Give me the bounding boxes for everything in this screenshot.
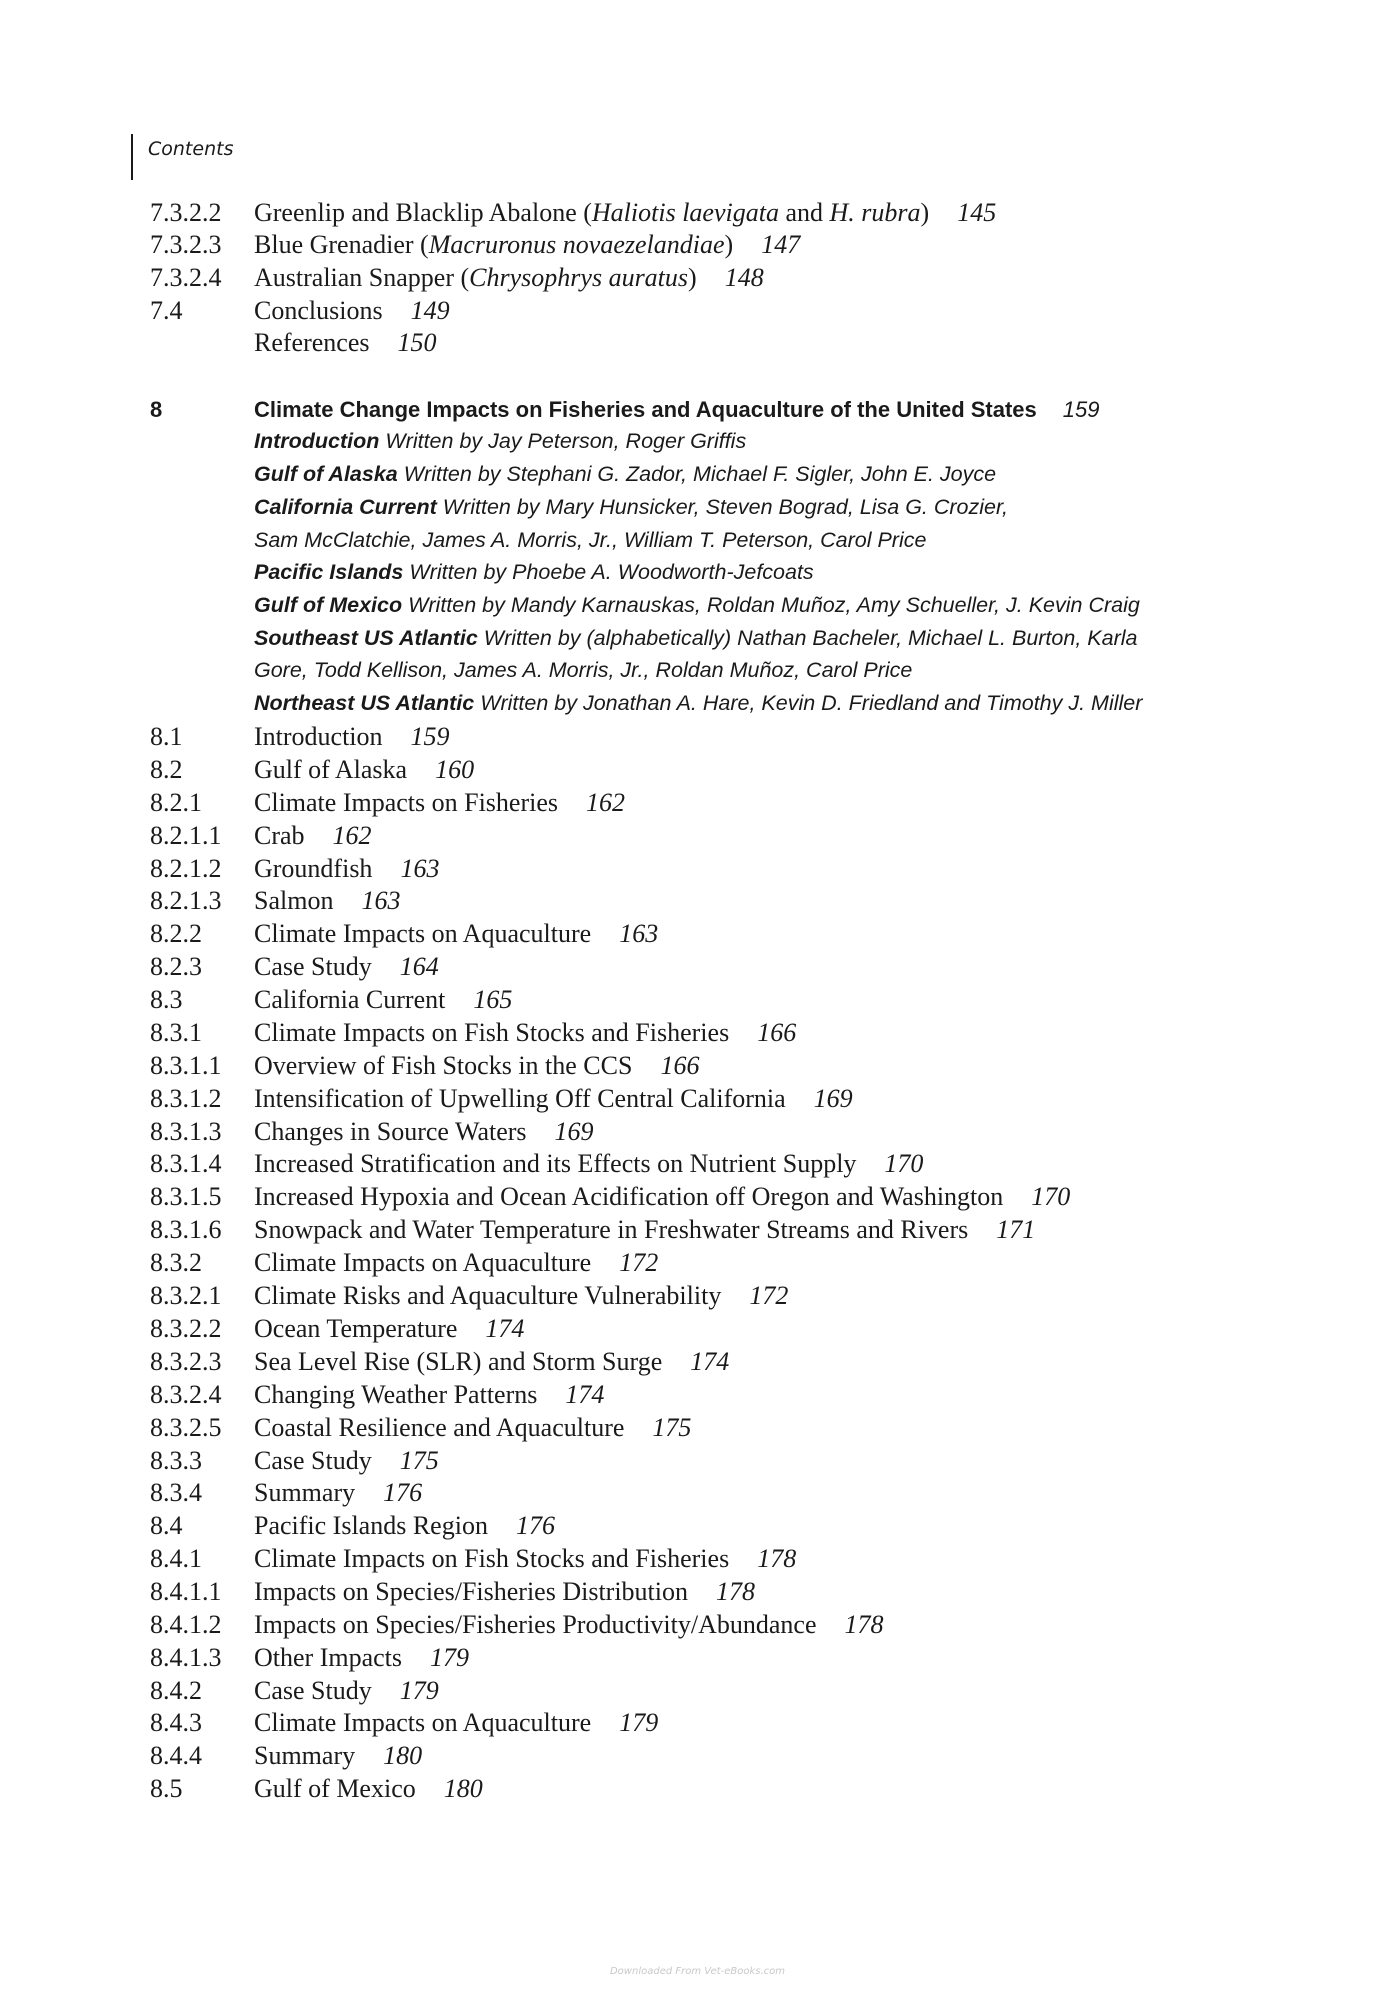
entry-text (254, 1706, 658, 1739)
species-name: H. rubra (829, 198, 921, 227)
toc-entry (0, 1444, 1395, 1477)
title-text: Overview of Fish Stocks in the CCS (254, 1051, 633, 1080)
toc-entry (0, 1706, 1395, 1739)
entry-text (254, 1180, 1070, 1213)
title-text: Conclusions (254, 296, 383, 325)
title-text: Sea Level Rise (SLR) and Storm Surge (254, 1347, 663, 1376)
region-name: Pacific Islands (254, 560, 404, 584)
region-name: Southeast US Atlantic (254, 626, 478, 650)
section-number: 8.3.3 (150, 1446, 202, 1475)
section-number: 8.3.1.5 (150, 1182, 222, 1211)
credit-text: Written by Mary Hunsicker, Steven Bograd, Lisa G. Crozier, (442, 495, 1008, 519)
toc-entry (0, 1147, 1395, 1180)
page-ref: 175 (652, 1413, 692, 1442)
entry-text (254, 753, 474, 786)
entry-text (254, 1411, 691, 1444)
credit-text: Written by Stephani G. Zador, Michael F. Sigler, John E. Joyce (403, 462, 997, 486)
section-number: 8.4.1.3 (150, 1643, 222, 1672)
region-name: California Current (254, 495, 437, 519)
title-text: Case Study (254, 1676, 372, 1705)
page-ref: 148 (724, 263, 764, 292)
entry-text (254, 1115, 594, 1148)
entry-text (254, 1345, 729, 1378)
page-ref: 171 (996, 1215, 1036, 1244)
page-ref: 159 (410, 722, 450, 751)
title-text: Climate Impacts on Aquaculture (254, 1248, 592, 1277)
section-number: 8.3.1.6 (150, 1215, 222, 1244)
section-number: 8.2.3 (150, 952, 202, 981)
toc-entry (0, 294, 1395, 327)
page-ref: 179 (430, 1643, 470, 1672)
toc-entry (0, 983, 1395, 1016)
entry-text (254, 393, 1100, 426)
author-credit-line (0, 524, 1395, 557)
toc-entry (0, 261, 1395, 294)
title-text: Climate Risks and Aquaculture Vulnerability (254, 1281, 722, 1310)
toc-entry (0, 1213, 1395, 1246)
title-text: Salmon (254, 886, 334, 915)
toc-entry (0, 1279, 1395, 1312)
title-text: Australian Snapper ( (254, 263, 470, 292)
page-ref: 172 (619, 1248, 659, 1277)
section-number: 7.3.2.3 (150, 230, 222, 259)
page-ref: 178 (716, 1577, 756, 1606)
author-credit-line (0, 458, 1395, 491)
species-name: Haliotis laevigata (591, 198, 779, 227)
toc-entry (0, 950, 1395, 983)
page-ref: 170 (884, 1149, 924, 1178)
toc-entry (0, 1049, 1395, 1082)
toc-entry (0, 1674, 1395, 1707)
entry-text (254, 1641, 469, 1674)
chapter-heading (0, 393, 1395, 426)
credit-text: Written by Jonathan A. Hare, Kevin D. Friedland and Timothy J. Miller (480, 691, 1143, 715)
section-number: 8.3.2 (150, 1248, 202, 1277)
section-number: 8.2.1.2 (150, 854, 222, 883)
section-number: 8.5 (150, 1774, 183, 1803)
page-ref: 174 (485, 1314, 525, 1343)
section-number: 8.1 (150, 722, 183, 751)
author-credit-line (0, 687, 1395, 720)
section-number: 8.2 (150, 755, 183, 784)
entry-text (254, 1542, 796, 1575)
entry-text (254, 1279, 788, 1312)
region-name: Northeast US Atlantic (254, 691, 475, 715)
author-credit-line (0, 491, 1395, 524)
page-ref: 180 (383, 1741, 423, 1770)
entry-text (254, 1312, 524, 1345)
page-ref: 160 (435, 755, 475, 784)
credit-text: Written by Phoebe A. Woodworth-Jefcoats (409, 560, 814, 584)
title-text: Gulf of Alaska (254, 755, 408, 784)
section-number: 8.3 (150, 985, 183, 1014)
section-number: 8.3.2.2 (150, 1314, 222, 1343)
entry-text (254, 1509, 555, 1542)
section-number: 7.4 (150, 296, 183, 325)
credit-text: Written by Jay Peterson, Roger Griffis (385, 429, 747, 453)
title-text: Climate Impacts on Aquaculture (254, 919, 592, 948)
entry-text (254, 687, 1142, 720)
section-number: 7.3.2.2 (150, 198, 222, 227)
section-number: 8.4.3 (150, 1708, 202, 1737)
title-text: Case Study (254, 1446, 372, 1475)
region-name: Gulf of Mexico (254, 593, 403, 617)
toc-entry (0, 1180, 1395, 1213)
entry-text (254, 1049, 699, 1082)
title-text: Coastal Resilience and Aquaculture (254, 1413, 625, 1442)
title-text: Climate Impacts on Aquaculture (254, 1708, 592, 1737)
page-ref: 180 (443, 1774, 483, 1803)
section-number: 8.3.4 (150, 1478, 202, 1507)
page-ref: 172 (749, 1281, 789, 1310)
author-credit-line (0, 622, 1395, 655)
title-text: Changes in Source Waters (254, 1117, 527, 1146)
title-text: Blue Grenadier ( (254, 230, 429, 259)
section-number: 8.4 (150, 1511, 183, 1540)
toc-entry (0, 326, 1395, 359)
toc-entry (0, 1082, 1395, 1115)
section-number: 8.3.1.1 (150, 1051, 222, 1080)
watermark: Downloaded From Vet-eBooks.com (609, 1966, 785, 1977)
species-name: Macruronus novaezelandiae (428, 230, 725, 259)
title-text: Case Study (254, 952, 372, 981)
section-number: 8.3.2.5 (150, 1413, 222, 1442)
title-text: California Current (254, 985, 446, 1014)
entry-text (254, 950, 439, 983)
entry-text (254, 1608, 884, 1641)
title-text: Impacts on Species/Fisheries Productivity/Abundance (254, 1610, 817, 1639)
title-text: Pacific Islands Region (254, 1511, 488, 1540)
page-ref: 149 (410, 296, 450, 325)
entry-text (254, 1575, 755, 1608)
author-credit-line (0, 556, 1395, 589)
title-text: Summary (254, 1741, 356, 1770)
entry-text (254, 1016, 796, 1049)
section-number: 8.4.1.2 (150, 1610, 222, 1639)
entry-text (254, 884, 400, 917)
title-text: Intensification of Upwelling Off Central California (254, 1084, 786, 1113)
entry-text (254, 622, 1137, 655)
toc-entry (0, 1542, 1395, 1575)
toc-entry (0, 753, 1395, 786)
section-number: 8.4.4 (150, 1741, 202, 1770)
entry-text (254, 1082, 853, 1115)
title-text: Summary (254, 1478, 356, 1507)
entry-text (254, 556, 814, 589)
title-text: Introduction (254, 722, 383, 751)
entry-text (254, 819, 372, 852)
page-ref: 179 (399, 1676, 439, 1705)
page-ref: 174 (565, 1380, 605, 1409)
page-ref: 147 (761, 230, 801, 259)
entry-text (254, 852, 439, 885)
title-text: ) (724, 230, 734, 259)
toc-entry (0, 720, 1395, 753)
toc-entry (0, 917, 1395, 950)
credit-text: Written by (alphabetically) Nathan Bacheler, Michael L. Burton, Karla (483, 626, 1138, 650)
toc-entry (0, 1411, 1395, 1444)
entry-text (254, 1246, 658, 1279)
title-text: Climate Impacts on Fish Stocks and Fisheries (254, 1018, 730, 1047)
entry-text (254, 1476, 422, 1509)
title-text: Greenlip and Blacklip Abalone ( (254, 198, 592, 227)
page-ref: 169 (554, 1117, 594, 1146)
page-ref: 145 (957, 198, 997, 227)
section-number: 8.4.1 (150, 1544, 202, 1573)
entry-text (254, 294, 450, 327)
page-ref: 179 (619, 1708, 659, 1737)
page-ref: 162 (586, 788, 626, 817)
entry-text (254, 1674, 439, 1707)
title-text: References (254, 328, 370, 357)
section-number: 8.2.2 (150, 919, 202, 948)
title-text: Other Impacts (254, 1643, 403, 1672)
page-ref: 150 (397, 328, 437, 357)
entry-text (254, 326, 436, 359)
credit-text: Sam McClatchie, James A. Morris, Jr., William T. Peterson, Carol Price (254, 528, 927, 552)
section-number: 8 (150, 397, 163, 422)
toc-entry (0, 1509, 1395, 1542)
section-number: 8.3.1.4 (150, 1149, 222, 1178)
toc-entry (0, 196, 1395, 229)
entry-text (254, 1772, 483, 1805)
page-ref: 159 (1062, 397, 1100, 422)
author-credit-line (0, 654, 1395, 687)
toc-entry (0, 1312, 1395, 1345)
page-ref: 163 (361, 886, 401, 915)
entry-text (254, 1213, 1035, 1246)
toc-entry (0, 1641, 1395, 1674)
entry-text (254, 228, 800, 261)
entry-text (254, 786, 625, 819)
toc-entry (0, 1345, 1395, 1378)
page-ref: 166 (660, 1051, 700, 1080)
title-text: ) (688, 263, 697, 292)
entry-text (254, 196, 996, 229)
title-text: and (778, 198, 830, 227)
page-ref: 178 (844, 1610, 884, 1639)
title-text: Snowpack and Water Temperature in Freshwater Streams and Rivers (254, 1215, 969, 1244)
page-ref: 163 (619, 919, 659, 948)
title-text: Impacts on Species/Fisheries Distribution (254, 1577, 689, 1606)
entry-text (254, 261, 764, 294)
page-ref: 174 (690, 1347, 730, 1376)
region-name: Introduction (254, 429, 380, 453)
toc-entry (0, 1772, 1395, 1805)
section-number: 8.3.1 (150, 1018, 202, 1047)
toc-entry (0, 1608, 1395, 1641)
entry-text (254, 1378, 604, 1411)
section-number: 8.2.1.3 (150, 886, 222, 915)
page-ref: 176 (383, 1478, 423, 1507)
entry-text (254, 1739, 422, 1772)
section-number: 8.3.1.2 (150, 1084, 222, 1113)
entry-text (254, 458, 996, 491)
section-number: 8.4.1.1 (150, 1577, 222, 1606)
page-ref: 163 (400, 854, 440, 883)
toc-entry (0, 884, 1395, 917)
page-ref: 164 (399, 952, 439, 981)
title-text: Gulf of Mexico (254, 1774, 416, 1803)
title-text: Increased Stratification and its Effects on Nutrient Supply (254, 1149, 857, 1178)
toc-entry (0, 1378, 1395, 1411)
author-credit-line (0, 425, 1395, 458)
toc-entry (0, 1739, 1395, 1772)
running-head-title: Contents (148, 138, 234, 160)
page-ref: 176 (515, 1511, 555, 1540)
page-ref: 169 (813, 1084, 853, 1113)
title-text: Climate Impacts on Fish Stocks and Fisheries (254, 1544, 730, 1573)
toc-entry (0, 852, 1395, 885)
entry-text (254, 491, 1008, 524)
credit-text: Gore, Todd Kellison, James A. Morris, Jr., Roldan Muñoz, Carol Price (254, 658, 913, 682)
entry-text (254, 524, 926, 557)
section-number: 8.3.1.3 (150, 1117, 222, 1146)
entry-text (254, 917, 658, 950)
toc-entry (0, 1246, 1395, 1279)
chapter-title: Climate Change Impacts on Fisheries and Aquaculture of the United States (254, 397, 1037, 422)
page-ref: 178 (757, 1544, 797, 1573)
title-text: Groundfish (254, 854, 373, 883)
toc-entry (0, 819, 1395, 852)
entry-text (254, 720, 450, 753)
entry-text (254, 1147, 923, 1180)
page-ref: 165 (473, 985, 513, 1014)
toc-entry (0, 1016, 1395, 1049)
title-text: Changing Weather Patterns (254, 1380, 538, 1409)
header-rule (131, 134, 133, 180)
toc-entry (0, 1115, 1395, 1148)
toc-entry (0, 1476, 1395, 1509)
section-number: 8.4.2 (150, 1676, 202, 1705)
title-text: Increased Hypoxia and Ocean Acidification off Oregon and Washington (254, 1182, 1004, 1211)
entry-text (254, 983, 512, 1016)
title-text: ) (920, 198, 930, 227)
species-name: Chrysophrys auratus (469, 263, 689, 292)
entry-text (254, 425, 746, 458)
section-number: 8.3.2.1 (150, 1281, 222, 1310)
region-name: Gulf of Alaska (254, 462, 398, 486)
toc-entry (0, 1575, 1395, 1608)
page-ref: 166 (757, 1018, 797, 1047)
page-ref: 162 (332, 821, 372, 850)
entry-text (254, 654, 912, 687)
title-text: Climate Impacts on Fisheries (254, 788, 559, 817)
author-credit-line (0, 589, 1395, 622)
entry-text (254, 1444, 439, 1477)
section-number: 8.2.1 (150, 788, 202, 817)
title-text: Crab (254, 821, 305, 850)
section-number: 8.2.1.1 (150, 821, 222, 850)
credit-text: Written by Mandy Karnauskas, Roldan Muñoz, Amy Schueller, J. Kevin Craig (408, 593, 1140, 617)
section-number: 8.3.2.3 (150, 1347, 222, 1376)
title-text: Ocean Temperature (254, 1314, 458, 1343)
section-number: 7.3.2.4 (150, 263, 222, 292)
section-number: 8.3.2.4 (150, 1380, 222, 1409)
entry-text (254, 589, 1140, 622)
page-ref: 170 (1031, 1182, 1071, 1211)
toc-entry (0, 786, 1395, 819)
page-ref: 175 (399, 1446, 439, 1475)
toc-entry (0, 228, 1395, 261)
